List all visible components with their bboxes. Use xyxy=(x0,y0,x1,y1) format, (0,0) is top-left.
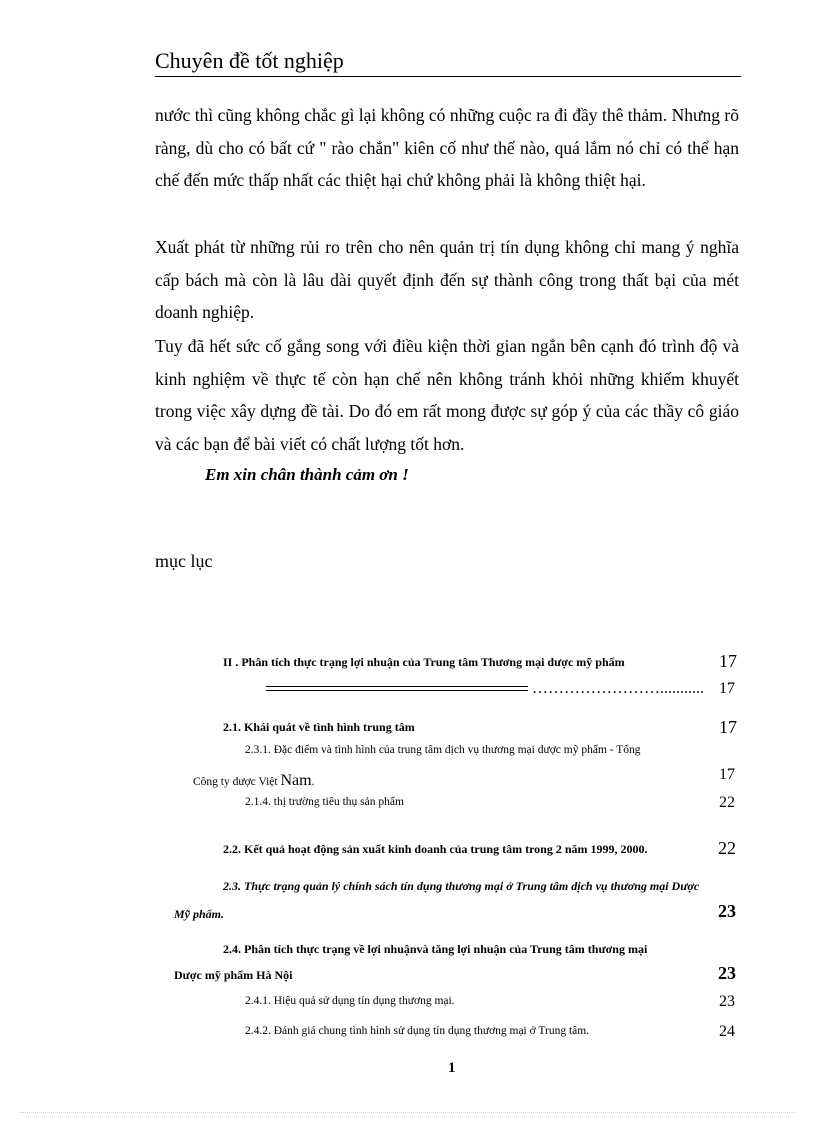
toc-entry-text: 2.1. Khái quát về tình hình trung tâm xyxy=(223,720,415,734)
toc-page-number: 23 xyxy=(718,963,736,983)
thanks-line: Em xin chân thành cảm ơn ! xyxy=(205,465,409,484)
toc-page-number: 17 xyxy=(719,717,737,737)
toc-entry-text: 2.1.4. thị trường tiêu thụ sản phẩm xyxy=(245,796,404,808)
toc-entry-text-cont: Dược mỹ phẩm Hà Nội xyxy=(174,968,293,982)
toc-page-number: 17 xyxy=(719,680,735,697)
toc-entry-text: 2.4.1. Hiệu quả sử dụng tín dụng thương mại. xyxy=(245,995,455,1007)
paragraph-3: Tuy đã hết sức cố gắng song với điều kiện thời gian ngắn bên cạnh đó trình độ và kinh nghiệm về thực tế còn hạn chế nên không tránh khỏi những khiếm khuyết trong việc xây dựng đề tài. Do đó em rất mong được sự góp ý của các thầy cô giáo và các bạn để bài viết có chất lượng tốt hơn. xyxy=(155,336,739,454)
header-rule xyxy=(155,76,741,77)
toc-entry-text: 2.4. Phân tích thực trạng về lợi nhuậnvà tăng lợi nhuận của Trung tâm thương mại xyxy=(223,942,648,956)
toc-entry-text-part: Nam xyxy=(280,772,312,789)
toc-entry-text: 2.3. Thực trạng quản lý chính sách tín dụng thương mại ở Trung tâm dịch vụ thương mại Dược xyxy=(223,879,700,893)
toc-dots: ……………………........... xyxy=(532,680,704,697)
toc-entry-text-cont: Mỹ phẩm. xyxy=(174,907,225,921)
toc-page-number: 22 xyxy=(719,794,735,811)
toc-page-number: 24 xyxy=(719,1023,735,1040)
paragraph-1: nước thì cũng không chắc gì lại không có những cuộc ra đi đầy thê thảm. Nhưng rõ ràng, dù cho có bất cứ " rào chắn" kiên cố như thế nào, quá lắm nó chỉ có thể hạn chế đến mức thấp nhất các thiệt hại chứ không phải là không thiệt hại. xyxy=(155,105,739,190)
toc-entry-text-part: . xyxy=(311,776,315,788)
toc-entry-text: 2.2. Kết quả hoạt động sản xuất kinh doanh của trung tâm trong 2 năm 1999, 2000. xyxy=(223,842,648,856)
toc-page-number: 17 xyxy=(719,766,735,783)
toc-entry-text-part: Công ty dược Việt xyxy=(193,776,278,788)
footer-divider xyxy=(20,1112,796,1113)
header-title: Chuyên đề tốt nghiệp xyxy=(155,48,344,73)
toc-page-number: 17 xyxy=(719,651,737,671)
toc-page-number: 23 xyxy=(718,901,736,921)
toc-heading: mục lục xyxy=(155,551,213,571)
toc-page-number: 22 xyxy=(718,838,736,858)
paragraph-2: Xuất phát từ những rủi ro trên cho nên quản trị tín dụng không chỉ mang ý nghĩa cấp bách mà còn là lâu dài quyết định đến sự thành công trong thất bại của mét doanh nghiệp. xyxy=(155,237,739,322)
double-rule xyxy=(266,686,528,691)
toc-entry-text: II . Phân tích thực trạng lợi nhuận của Trung tâm Thương mại dược mỹ phẩm xyxy=(223,655,625,669)
toc-entry-text-cont xyxy=(193,772,314,790)
toc-entry-text: 2.4.2. Đánh giá chung tình hình sử dụng tín dụng thương mại ở Trung tâm. xyxy=(245,1025,590,1037)
toc-entry-text: 2.3.1. Đặc điểm và tình hình của trung tâm dịch vụ thương mại dược mỹ phẩm - Tổng xyxy=(245,744,641,756)
page-number: 1 xyxy=(448,1060,456,1076)
toc-page-number: 23 xyxy=(719,993,735,1010)
